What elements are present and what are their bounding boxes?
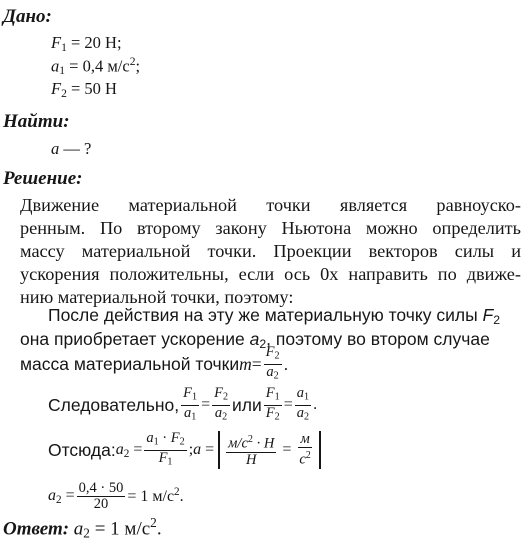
paragraph-2-line-1: После действия на эту же материальную точку силы $F_2$ bbox=[48, 305, 501, 328]
ratio-f1-f2: $\frac{F_1}{F_2}$ bbox=[265, 384, 280, 423]
unit-result-fraction: $\frac{м}{с^2}$ bbox=[299, 431, 311, 468]
unit-fraction: $\frac{м/с^2 \cdot Н}{Н}$ bbox=[228, 434, 275, 468]
hence-line: Отсюда: $a_2$ = $\frac{a_1 \cdot F_2}{F_1}$ ; a = $\frac{м/с^2 \cdot Н}{Н}$ = $\frac{м}{с^2}$ bbox=[48, 428, 321, 472]
paragraph-1-line-2: ренным. По второму закону Ньютона можно определить bbox=[20, 218, 521, 238]
given-f2: $F_2 = 50$ Н bbox=[51, 79, 117, 100]
find-heading: Найти: bbox=[3, 111, 70, 132]
mass-fraction: $\frac{F_2}{a_2}$ bbox=[265, 343, 280, 382]
paragraph-1-line-1: Движение материальной точки является равноуско- bbox=[20, 195, 521, 215]
therefore-line: Следовательно, $\frac{F_1}{a_1}$ = $\frac{F_2}{a_2}$ или $\frac{F_1}{F_2}$ = $\frac{a_1}{a_2}$ . bbox=[48, 384, 318, 423]
given-heading: Дано: bbox=[3, 6, 52, 27]
paragraph-1-line-3: массу материальной точки. Проекции векторов силы и bbox=[20, 241, 521, 261]
calc-fraction: $\frac{0,4 \cdot 50}{20}$ bbox=[78, 479, 124, 512]
ratio-f2-a2: $\frac{F_2}{a_2}$ bbox=[214, 384, 229, 423]
paragraph-1-line-5: нию материальной точки, поэтому: bbox=[20, 287, 294, 307]
a2-formula-fraction: $\frac{a_1 \cdot F_2}{F_1}$ bbox=[146, 429, 185, 468]
unit-check-bracket: $\frac{м/с^2 \cdot Н}{Н}$ = $\frac{м}{с^2}$ bbox=[218, 431, 321, 469]
answer-line: Ответ: $a_2 = 1$ $м/с^2$. bbox=[3, 515, 162, 541]
ratio-a1-a2: $\frac{a_1}{a_2}$ bbox=[296, 384, 310, 423]
paragraph-2-line-2: она приобретает ускорение $a_2$, поэтому во втором случае bbox=[20, 329, 490, 352]
given-f1: $F_1 = 20$ Н; bbox=[51, 33, 122, 54]
ratio-f1-a1: $\frac{F_1}{a_1}$ bbox=[183, 384, 198, 423]
solution-heading: Решение: bbox=[3, 168, 83, 189]
paragraph-1-line-4: ускорения положительны, если ось 0x направить по движе- bbox=[20, 264, 521, 284]
calc-line: $a_2$ = $\frac{0,4 \cdot 50}{20}$ = 1 $м/с^2$. bbox=[48, 479, 184, 512]
find-line: a — ? bbox=[51, 139, 92, 158]
given-a1: $a_1 = 0,4$ $м/с^2$; bbox=[51, 56, 141, 78]
paragraph-2-line-3: масса материальной точки m = $\frac{F_2}{a_2}$ . bbox=[20, 343, 289, 382]
